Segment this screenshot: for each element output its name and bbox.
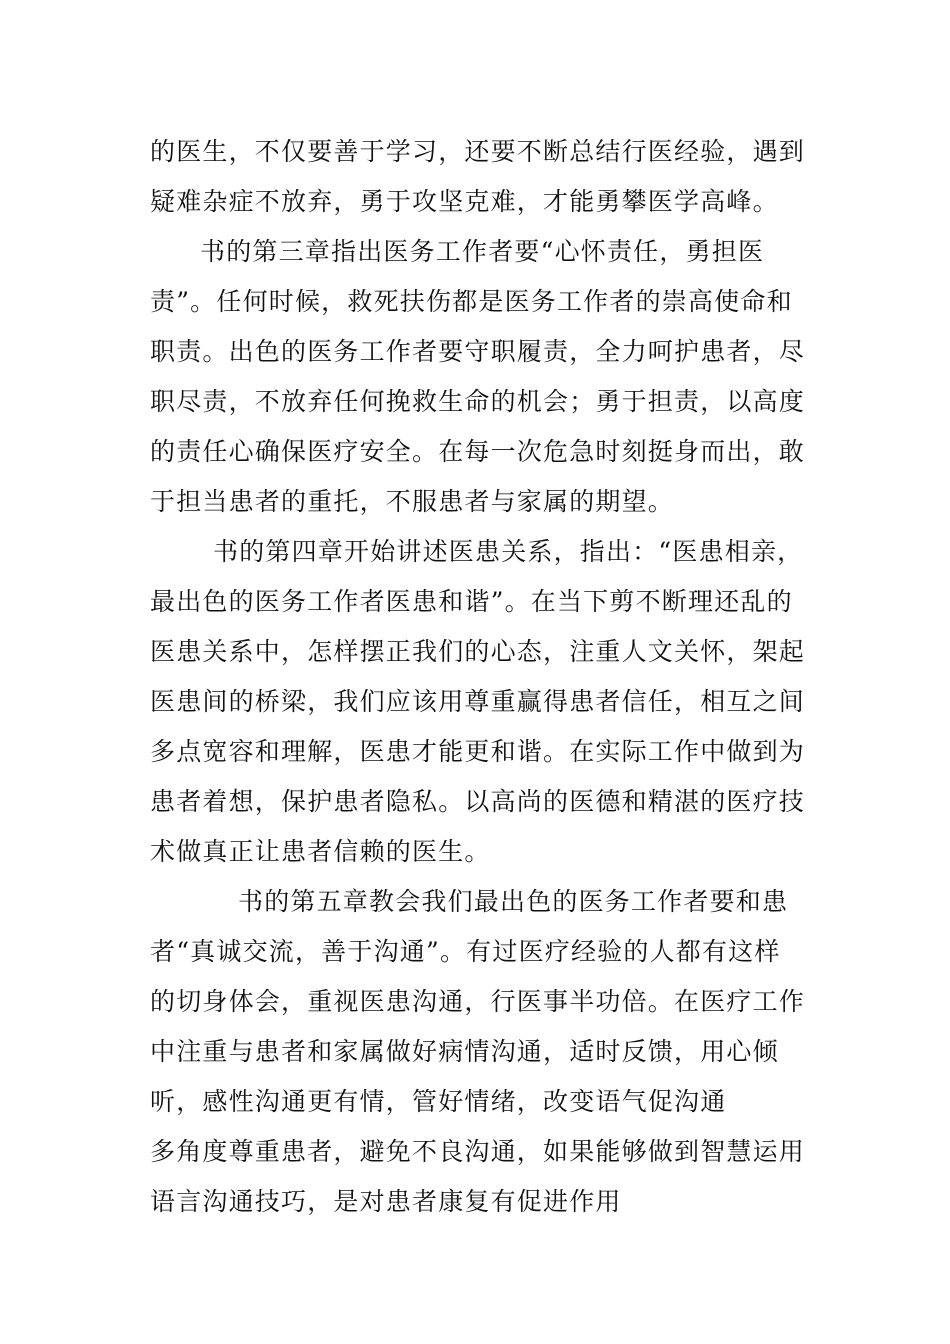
text-line-8: 于担当患者的重托，不服患者与家属的期望。 xyxy=(150,487,675,516)
text-line-19: 中注重与患者和家属做好病情沟通，适时反馈，用心倾 xyxy=(150,1037,779,1066)
text-line-7: 的责任心确保医疗安全。在每一次危急时刻挺身而出，敢 xyxy=(150,437,806,466)
text-line-14: 患者着想，保护患者隐私。以高尚的医德和精湛的医疗技 xyxy=(150,787,806,816)
text-line-13: 多点宽容和理解，医患才能更和谐。在实际工作中做到为 xyxy=(150,737,806,766)
text-line-2: 疑难杂症不放弃，勇于攻坚克难，才能勇攀医学高峰。 xyxy=(150,187,779,216)
text-line-17: 者“真诚交流，善于沟通”。有过医疗经验的人都有这样 xyxy=(150,937,781,966)
paragraph-3-start: 书的第三章指出医务工作者要“心怀责任，勇担医 xyxy=(200,237,765,266)
text-line-10: 最出色的医务工作者医患和谐”。在当下剪不断理还乱的 xyxy=(150,587,793,616)
text-line-22: 语言沟通技巧，是对患者康复有促进作用 xyxy=(150,1187,622,1216)
text-line-1: 的医生，不仅要善于学习，还要不断总结行医经验，遇到 xyxy=(150,137,806,166)
text-line-12: 医患间的桥梁，我们应该用尊重赢得患者信任，相互之间 xyxy=(150,687,806,716)
paragraph-4-start: 书的第四章开始讲述医患关系，指出：“医患相亲， xyxy=(213,537,804,566)
text-line-15: 术做真正让患者信赖的医生。 xyxy=(150,837,491,866)
text-line-20: 听，感性沟通更有情，管好情绪，改变语气促沟通 xyxy=(150,1087,727,1116)
text-line-11: 医患关系中，怎样摆正我们的心态，注重人文关怀，架起 xyxy=(150,637,806,666)
text-line-6: 职尽责，不放弃任何挽救生命的机会；勇于担责，以高度 xyxy=(150,387,806,416)
text-line-18: 的切身体会，重视医患沟通，行医事半功倍。在医疗工作 xyxy=(150,987,806,1016)
text-line-5: 职责。出色的医务工作者要守职履责，全力呵护患者，尽 xyxy=(150,337,806,366)
paragraph-5-start: 书的第五章教会我们最出色的医务工作者要和患 xyxy=(238,887,789,916)
text-line-21: 多角度尊重患者，避免不良沟通，如果能够做到智慧运用 xyxy=(150,1137,806,1166)
text-line-4: 责”。任何时候，救死扶伤都是医务工作者的崇高使命和 xyxy=(150,287,793,316)
